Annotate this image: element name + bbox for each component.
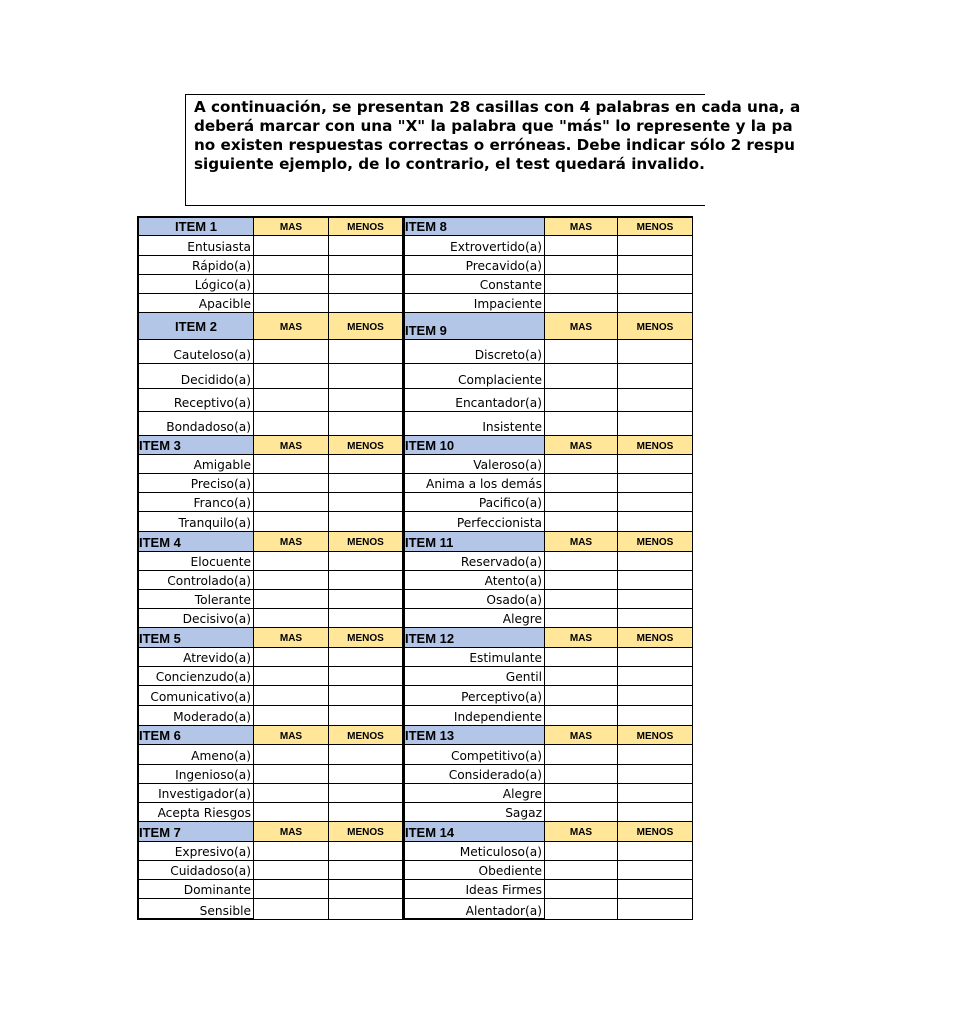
mas-checkbox-cell[interactable] bbox=[254, 667, 329, 686]
word-label: Tolerante bbox=[139, 590, 254, 609]
mas-checkbox-cell[interactable] bbox=[545, 765, 618, 784]
item-title: ITEM 6 bbox=[139, 726, 254, 745]
instructions-line: siguiente ejemplo, de lo contrario, el test quedará invalido. bbox=[194, 155, 705, 173]
word-label: Atento(a) bbox=[405, 571, 545, 590]
word-label: Rápido(a) bbox=[139, 256, 254, 275]
mas-checkbox-cell[interactable] bbox=[545, 686, 618, 706]
word-label: Apacible bbox=[139, 294, 254, 313]
mas-checkbox-cell[interactable] bbox=[254, 493, 329, 512]
mas-checkbox-cell[interactable] bbox=[545, 571, 618, 590]
mas-checkbox-cell[interactable] bbox=[254, 236, 329, 256]
item-title: ITEM 7 bbox=[139, 822, 254, 842]
mas-checkbox-cell[interactable] bbox=[545, 706, 618, 726]
menos-checkbox-cell[interactable] bbox=[329, 236, 403, 256]
menos-checkbox-cell[interactable] bbox=[618, 412, 693, 436]
word-label: Precavido(a) bbox=[405, 256, 545, 275]
menos-checkbox-cell[interactable] bbox=[618, 880, 693, 899]
mas-checkbox-cell[interactable] bbox=[254, 275, 329, 294]
mas-checkbox-cell[interactable] bbox=[254, 609, 329, 628]
mas-header: MAS bbox=[254, 436, 329, 455]
menos-checkbox-cell[interactable] bbox=[329, 493, 403, 512]
mas-checkbox-cell[interactable] bbox=[545, 493, 618, 512]
item-title: ITEM 13 bbox=[405, 726, 545, 745]
menos-checkbox-cell[interactable] bbox=[618, 256, 693, 275]
mas-header: MAS bbox=[254, 218, 329, 236]
menos-header: MENOS bbox=[618, 313, 693, 340]
mas-checkbox-cell[interactable] bbox=[545, 294, 618, 313]
word-label: Elocuente bbox=[139, 552, 254, 571]
menos-header: MENOS bbox=[329, 822, 403, 842]
menos-checkbox-cell[interactable] bbox=[618, 340, 693, 364]
menos-checkbox-cell[interactable] bbox=[329, 842, 403, 861]
word-label: Concienzudo(a) bbox=[139, 667, 254, 686]
menos-checkbox-cell[interactable] bbox=[618, 455, 693, 474]
mas-checkbox-cell[interactable] bbox=[254, 552, 329, 571]
menos-checkbox-cell[interactable] bbox=[329, 609, 403, 628]
menos-checkbox-cell[interactable] bbox=[618, 706, 693, 726]
menos-checkbox-cell[interactable] bbox=[618, 648, 693, 667]
menos-checkbox-cell[interactable] bbox=[329, 389, 403, 412]
word-label: Pacifico(a) bbox=[405, 493, 545, 512]
word-label: Perceptivo(a) bbox=[405, 686, 545, 706]
mas-checkbox-cell[interactable] bbox=[254, 474, 329, 493]
mas-header: MAS bbox=[254, 532, 329, 552]
word-label: Decisivo(a) bbox=[139, 609, 254, 628]
mas-checkbox-cell[interactable] bbox=[545, 803, 618, 822]
menos-checkbox-cell[interactable] bbox=[618, 294, 693, 313]
word-label: Franco(a) bbox=[139, 493, 254, 512]
word-label: Lógico(a) bbox=[139, 275, 254, 294]
word-label: Alentador(a) bbox=[405, 899, 545, 920]
word-label: Alegre bbox=[405, 609, 545, 628]
item-title: ITEM 10 bbox=[405, 436, 545, 455]
mas-checkbox-cell[interactable] bbox=[254, 745, 329, 765]
menos-checkbox-cell[interactable] bbox=[329, 512, 403, 532]
word-label: Sagaz bbox=[405, 803, 545, 822]
menos-checkbox-cell[interactable] bbox=[329, 667, 403, 686]
mas-checkbox-cell[interactable] bbox=[545, 474, 618, 493]
mas-checkbox-cell[interactable] bbox=[254, 686, 329, 706]
word-label: Impaciente bbox=[405, 294, 545, 313]
menos-checkbox-cell[interactable] bbox=[329, 294, 403, 313]
mas-checkbox-cell[interactable] bbox=[545, 412, 618, 436]
word-label: Perfeccionista bbox=[405, 512, 545, 532]
word-label: Amigable bbox=[139, 455, 254, 474]
word-label: Independiente bbox=[405, 706, 545, 726]
menos-checkbox-cell[interactable] bbox=[618, 512, 693, 532]
mas-checkbox-cell[interactable] bbox=[254, 784, 329, 803]
menos-checkbox-cell[interactable] bbox=[329, 340, 403, 364]
menos-header: MENOS bbox=[618, 822, 693, 842]
mas-checkbox-cell[interactable] bbox=[254, 861, 329, 880]
menos-checkbox-cell[interactable] bbox=[618, 842, 693, 861]
instructions-line: deberá marcar con una "X" la palabra que "más" lo represente y la pa bbox=[194, 117, 793, 135]
menos-checkbox-cell[interactable] bbox=[618, 609, 693, 628]
menos-checkbox-cell[interactable] bbox=[618, 552, 693, 571]
item-title: ITEM 1 bbox=[139, 218, 254, 236]
mas-checkbox-cell[interactable] bbox=[254, 412, 329, 436]
menos-checkbox-cell[interactable] bbox=[329, 706, 403, 726]
mas-checkbox-cell[interactable] bbox=[254, 765, 329, 784]
word-label: Ideas Firmes bbox=[405, 880, 545, 899]
item-title: ITEM 5 bbox=[139, 628, 254, 648]
menos-checkbox-cell[interactable] bbox=[618, 236, 693, 256]
mas-checkbox-cell[interactable] bbox=[254, 706, 329, 726]
menos-checkbox-cell[interactable] bbox=[618, 765, 693, 784]
instructions-line: A continuación, se presentan 28 casillas con 4 palabras en cada una, a bbox=[194, 98, 801, 116]
word-label: Moderado(a) bbox=[139, 706, 254, 726]
mas-header: MAS bbox=[545, 726, 618, 745]
mas-checkbox-cell[interactable] bbox=[254, 803, 329, 822]
menos-header: MENOS bbox=[329, 628, 403, 648]
mas-checkbox-cell[interactable] bbox=[545, 236, 618, 256]
word-label: Acepta Riesgos bbox=[139, 803, 254, 822]
mas-checkbox-cell[interactable] bbox=[545, 842, 618, 861]
menos-header: MENOS bbox=[618, 628, 693, 648]
mas-header: MAS bbox=[254, 822, 329, 842]
word-label: Extrovertido(a) bbox=[405, 236, 545, 256]
menos-checkbox-cell[interactable] bbox=[618, 667, 693, 686]
menos-header: MENOS bbox=[329, 313, 403, 340]
word-label: Investigador(a) bbox=[139, 784, 254, 803]
menos-checkbox-cell[interactable] bbox=[329, 256, 403, 275]
menos-checkbox-cell[interactable] bbox=[618, 275, 693, 294]
mas-checkbox-cell[interactable] bbox=[545, 389, 618, 412]
mas-checkbox-cell[interactable] bbox=[254, 842, 329, 861]
menos-checkbox-cell[interactable] bbox=[329, 275, 403, 294]
mas-checkbox-cell[interactable] bbox=[545, 880, 618, 899]
menos-checkbox-cell[interactable] bbox=[618, 571, 693, 590]
instructions-text bbox=[194, 98, 954, 174]
mas-checkbox-cell[interactable] bbox=[254, 590, 329, 609]
mas-checkbox-cell[interactable] bbox=[254, 512, 329, 532]
menos-checkbox-cell[interactable] bbox=[329, 571, 403, 590]
mas-header: MAS bbox=[545, 218, 618, 236]
mas-checkbox-cell[interactable] bbox=[545, 609, 618, 628]
word-label: Controlado(a) bbox=[139, 571, 254, 590]
menos-checkbox-cell[interactable] bbox=[329, 765, 403, 784]
mas-checkbox-cell[interactable] bbox=[254, 899, 329, 920]
mas-checkbox-cell[interactable] bbox=[254, 256, 329, 275]
word-label: Gentil bbox=[405, 667, 545, 686]
mas-checkbox-cell[interactable] bbox=[254, 294, 329, 313]
menos-checkbox-cell[interactable] bbox=[329, 412, 403, 436]
menos-checkbox-cell[interactable] bbox=[329, 590, 403, 609]
menos-checkbox-cell[interactable] bbox=[618, 364, 693, 389]
menos-checkbox-cell[interactable] bbox=[618, 389, 693, 412]
menos-checkbox-cell[interactable] bbox=[618, 899, 693, 920]
word-label: Encantador(a) bbox=[405, 389, 545, 412]
mas-checkbox-cell[interactable] bbox=[545, 455, 618, 474]
word-label: Entusiasta bbox=[139, 236, 254, 256]
menos-checkbox-cell[interactable] bbox=[329, 474, 403, 493]
menos-header: MENOS bbox=[618, 726, 693, 745]
mas-checkbox-cell[interactable] bbox=[254, 571, 329, 590]
menos-checkbox-cell[interactable] bbox=[329, 552, 403, 571]
word-label: Sensible bbox=[139, 899, 254, 920]
mas-checkbox-cell[interactable] bbox=[254, 389, 329, 412]
word-label: Tranquilo(a) bbox=[139, 512, 254, 532]
instructions-box bbox=[185, 94, 801, 206]
menos-checkbox-cell[interactable] bbox=[329, 745, 403, 765]
item-title: ITEM 4 bbox=[139, 532, 254, 552]
item-title: ITEM 3 bbox=[139, 436, 254, 455]
mas-checkbox-cell[interactable] bbox=[254, 455, 329, 474]
mas-checkbox-cell[interactable] bbox=[545, 667, 618, 686]
mas-header: MAS bbox=[545, 436, 618, 455]
mas-header: MAS bbox=[254, 628, 329, 648]
item-title: ITEM 8 bbox=[405, 218, 545, 236]
item-title: ITEM 9 bbox=[405, 313, 545, 340]
word-label: Anima a los demás bbox=[405, 474, 545, 493]
menos-checkbox-cell[interactable] bbox=[329, 803, 403, 822]
menos-header: MENOS bbox=[618, 218, 693, 236]
mas-checkbox-cell[interactable] bbox=[545, 590, 618, 609]
word-label: Complaciente bbox=[405, 364, 545, 389]
word-label: Atrevido(a) bbox=[139, 648, 254, 667]
mas-checkbox-cell[interactable] bbox=[254, 340, 329, 364]
mas-checkbox-cell[interactable] bbox=[545, 364, 618, 389]
word-label: Cuidadoso(a) bbox=[139, 861, 254, 880]
menos-checkbox-cell[interactable] bbox=[329, 880, 403, 899]
word-label: Expresivo(a) bbox=[139, 842, 254, 861]
mas-header: MAS bbox=[545, 532, 618, 552]
mas-header: MAS bbox=[545, 628, 618, 648]
word-label: Estimulante bbox=[405, 648, 545, 667]
menos-header: MENOS bbox=[329, 218, 403, 236]
column-divider bbox=[403, 218, 405, 918]
word-label: Insistente bbox=[405, 412, 545, 436]
mas-header: MAS bbox=[254, 726, 329, 745]
menos-checkbox-cell[interactable] bbox=[329, 686, 403, 706]
word-label: Cauteloso(a) bbox=[139, 340, 254, 364]
item-title: ITEM 14 bbox=[405, 822, 545, 842]
word-label: Comunicativo(a) bbox=[139, 686, 254, 706]
menos-checkbox-cell[interactable] bbox=[329, 648, 403, 667]
menos-checkbox-cell[interactable] bbox=[329, 455, 403, 474]
mas-checkbox-cell[interactable] bbox=[545, 861, 618, 880]
menos-header: MENOS bbox=[618, 436, 693, 455]
menos-checkbox-cell[interactable] bbox=[618, 686, 693, 706]
mas-checkbox-cell[interactable] bbox=[545, 784, 618, 803]
menos-checkbox-cell[interactable] bbox=[618, 861, 693, 880]
mas-checkbox-cell[interactable] bbox=[545, 899, 618, 920]
mas-checkbox-cell[interactable] bbox=[545, 256, 618, 275]
menos-checkbox-cell[interactable] bbox=[618, 493, 693, 512]
word-label: Preciso(a) bbox=[139, 474, 254, 493]
menos-checkbox-cell[interactable] bbox=[329, 784, 403, 803]
word-label: Competitivo(a) bbox=[405, 745, 545, 765]
menos-header: MENOS bbox=[329, 532, 403, 552]
test-grid bbox=[137, 216, 693, 920]
word-label: Ameno(a) bbox=[139, 745, 254, 765]
word-label: Alegre bbox=[405, 784, 545, 803]
mas-header: MAS bbox=[545, 822, 618, 842]
mas-checkbox-cell[interactable] bbox=[254, 364, 329, 389]
menos-checkbox-cell[interactable] bbox=[618, 590, 693, 609]
menos-checkbox-cell[interactable] bbox=[618, 745, 693, 765]
mas-header: MAS bbox=[254, 313, 329, 340]
menos-checkbox-cell[interactable] bbox=[618, 474, 693, 493]
word-label: Ingenioso(a) bbox=[139, 765, 254, 784]
menos-checkbox-cell[interactable] bbox=[618, 784, 693, 803]
mas-checkbox-cell[interactable] bbox=[545, 275, 618, 294]
word-label: Meticuloso(a) bbox=[405, 842, 545, 861]
menos-checkbox-cell[interactable] bbox=[329, 364, 403, 389]
menos-checkbox-cell[interactable] bbox=[329, 899, 403, 920]
word-label: Considerado(a) bbox=[405, 765, 545, 784]
word-label: Constante bbox=[405, 275, 545, 294]
item-title: ITEM 12 bbox=[405, 628, 545, 648]
word-label: Receptivo(a) bbox=[139, 389, 254, 412]
mas-checkbox-cell[interactable] bbox=[545, 552, 618, 571]
mas-checkbox-cell[interactable] bbox=[545, 340, 618, 364]
mas-checkbox-cell[interactable] bbox=[545, 512, 618, 532]
word-label: Valeroso(a) bbox=[405, 455, 545, 474]
mas-checkbox-cell[interactable] bbox=[545, 648, 618, 667]
mas-checkbox-cell[interactable] bbox=[254, 648, 329, 667]
mas-checkbox-cell[interactable] bbox=[254, 880, 329, 899]
word-label: Discreto(a) bbox=[405, 340, 545, 364]
menos-checkbox-cell[interactable] bbox=[618, 803, 693, 822]
word-label: Osado(a) bbox=[405, 590, 545, 609]
word-label: Obediente bbox=[405, 861, 545, 880]
word-label: Dominante bbox=[139, 880, 254, 899]
menos-checkbox-cell[interactable] bbox=[329, 861, 403, 880]
mas-checkbox-cell[interactable] bbox=[545, 745, 618, 765]
word-label: Decidido(a) bbox=[139, 364, 254, 389]
mas-header: MAS bbox=[545, 313, 618, 340]
menos-header: MENOS bbox=[329, 726, 403, 745]
menos-header: MENOS bbox=[618, 532, 693, 552]
instructions-line: no existen respuestas correctas o erróneas. Debe indicar sólo 2 respu bbox=[194, 136, 795, 154]
word-label: Reservado(a) bbox=[405, 552, 545, 571]
word-label: Bondadoso(a) bbox=[139, 412, 254, 436]
item-title: ITEM 2 bbox=[139, 313, 254, 340]
menos-header: MENOS bbox=[329, 436, 403, 455]
item-title: ITEM 11 bbox=[405, 532, 545, 552]
